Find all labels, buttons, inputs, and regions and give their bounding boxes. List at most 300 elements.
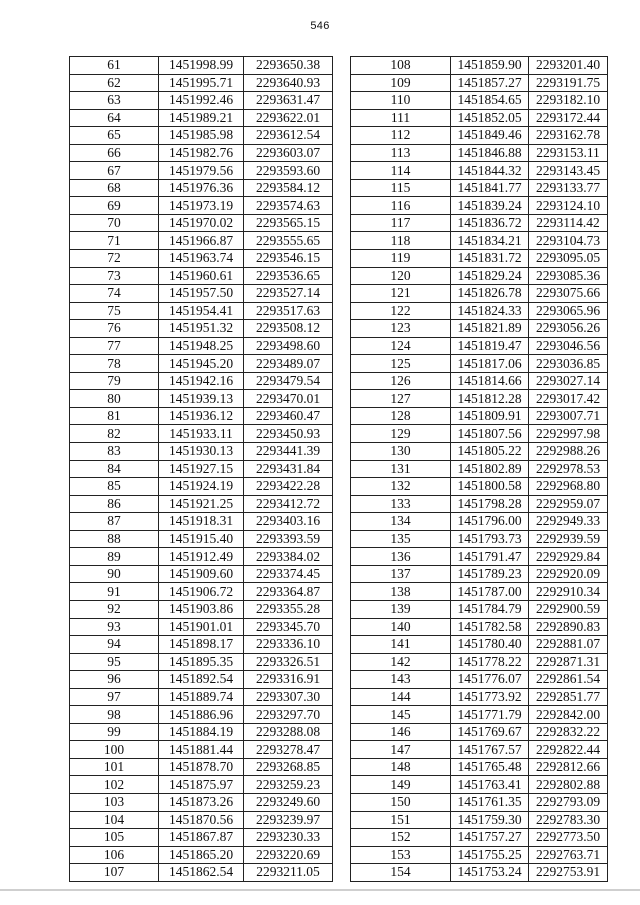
y-coordinate-cell: 2292832.22 — [529, 723, 608, 741]
point-number-cell: 66 — [70, 144, 159, 162]
x-coordinate-cell: 1451852.05 — [451, 109, 529, 127]
table-row — [70, 530, 333, 548]
point-number-cell: 93 — [70, 618, 159, 636]
point-number-cell: 76 — [70, 320, 159, 338]
y-coordinate-cell: 2293316.91 — [244, 671, 333, 689]
y-coordinate-cell: 2293288.08 — [244, 723, 333, 741]
point-number-cell: 133 — [351, 495, 451, 513]
table-row — [70, 390, 333, 408]
point-number-cell: 117 — [351, 214, 451, 232]
page-number: 546 — [310, 20, 330, 32]
x-coordinate-cell: 1451761.35 — [451, 793, 529, 811]
y-coordinate-cell: 2293124.10 — [529, 197, 608, 215]
table-row — [351, 267, 608, 285]
y-coordinate-cell: 2293355.28 — [244, 600, 333, 618]
y-coordinate-cell: 2292822.44 — [529, 741, 608, 759]
table-row — [351, 372, 608, 390]
x-coordinate-cell: 1451854.65 — [451, 92, 529, 110]
table-row — [70, 776, 333, 794]
point-number-cell: 154 — [351, 864, 451, 882]
y-coordinate-cell: 2293027.14 — [529, 372, 608, 390]
y-coordinate-cell: 2292753.91 — [529, 864, 608, 882]
table-row — [351, 250, 608, 268]
table-row — [70, 829, 333, 847]
x-coordinate-cell: 1451892.54 — [159, 671, 244, 689]
point-number-cell: 81 — [70, 407, 159, 425]
point-number-cell: 87 — [70, 513, 159, 531]
x-coordinate-cell: 1451985.98 — [159, 127, 244, 145]
y-coordinate-cell: 2293104.73 — [529, 232, 608, 250]
x-coordinate-cell: 1451939.13 — [159, 390, 244, 408]
y-coordinate-cell: 2293114.42 — [529, 214, 608, 232]
table-row — [351, 565, 608, 583]
y-coordinate-cell: 2293307.30 — [244, 688, 333, 706]
x-coordinate-cell: 1451778.22 — [451, 653, 529, 671]
table-row — [351, 864, 608, 882]
point-number-cell: 80 — [70, 390, 159, 408]
y-coordinate-cell: 2293162.78 — [529, 127, 608, 145]
point-number-cell: 121 — [351, 285, 451, 303]
x-coordinate-cell: 1451903.86 — [159, 600, 244, 618]
table-row — [70, 144, 333, 162]
y-coordinate-cell: 2292812.66 — [529, 758, 608, 776]
y-coordinate-cell: 2293460.47 — [244, 407, 333, 425]
y-coordinate-cell: 2292949.33 — [529, 513, 608, 531]
table-row — [351, 460, 608, 478]
y-coordinate-cell: 2293133.77 — [529, 179, 608, 197]
x-coordinate-cell: 1451769.67 — [451, 723, 529, 741]
point-number-cell: 136 — [351, 548, 451, 566]
x-coordinate-cell: 1451881.44 — [159, 741, 244, 759]
table-row — [70, 425, 333, 443]
y-coordinate-cell: 2293211.05 — [244, 864, 333, 882]
table-row — [70, 600, 333, 618]
x-coordinate-cell: 1451759.30 — [451, 811, 529, 829]
x-coordinate-cell: 1451800.58 — [451, 478, 529, 496]
x-coordinate-cell: 1451921.25 — [159, 495, 244, 513]
x-coordinate-cell: 1451812.28 — [451, 390, 529, 408]
table-row — [70, 723, 333, 741]
y-coordinate-cell: 2293364.87 — [244, 583, 333, 601]
point-number-cell: 137 — [351, 565, 451, 583]
x-coordinate-cell: 1451789.23 — [451, 565, 529, 583]
point-number-cell: 106 — [70, 846, 159, 864]
table-row — [351, 495, 608, 513]
table-row — [70, 320, 333, 338]
y-coordinate-cell: 2293470.01 — [244, 390, 333, 408]
y-coordinate-cell: 2293278.47 — [244, 741, 333, 759]
point-number-cell: 149 — [351, 776, 451, 794]
y-coordinate-cell: 2293593.60 — [244, 162, 333, 180]
x-coordinate-cell: 1451912.49 — [159, 548, 244, 566]
y-coordinate-cell: 2293326.51 — [244, 653, 333, 671]
x-coordinate-cell: 1451957.50 — [159, 285, 244, 303]
y-coordinate-cell: 2292802.88 — [529, 776, 608, 794]
y-coordinate-cell: 2293489.07 — [244, 355, 333, 373]
point-number-cell: 114 — [351, 162, 451, 180]
x-coordinate-cell: 1451886.96 — [159, 706, 244, 724]
point-number-cell: 102 — [70, 776, 159, 794]
x-coordinate-cell: 1451948.25 — [159, 337, 244, 355]
y-coordinate-cell: 2293143.45 — [529, 162, 608, 180]
y-coordinate-cell: 2293297.70 — [244, 706, 333, 724]
table-row — [70, 407, 333, 425]
point-number-cell: 68 — [70, 179, 159, 197]
table-row — [351, 688, 608, 706]
point-number-cell: 112 — [351, 127, 451, 145]
coordinates-table-left — [69, 56, 333, 882]
x-coordinate-cell: 1451862.54 — [159, 864, 244, 882]
y-coordinate-cell: 2293201.40 — [529, 57, 608, 75]
table-row — [70, 162, 333, 180]
table-row — [351, 530, 608, 548]
x-coordinate-cell: 1451973.19 — [159, 197, 244, 215]
table-row — [351, 320, 608, 338]
x-coordinate-cell: 1451884.19 — [159, 723, 244, 741]
x-coordinate-cell: 1451796.00 — [451, 513, 529, 531]
table-row — [70, 197, 333, 215]
point-number-cell: 109 — [351, 74, 451, 92]
point-number-cell: 113 — [351, 144, 451, 162]
x-coordinate-cell: 1451791.47 — [451, 548, 529, 566]
x-coordinate-cell: 1451802.89 — [451, 460, 529, 478]
y-coordinate-cell: 2293536.65 — [244, 267, 333, 285]
point-number-cell: 129 — [351, 425, 451, 443]
y-coordinate-cell: 2293650.38 — [244, 57, 333, 75]
bottom-rule — [0, 889, 640, 891]
point-number-cell: 83 — [70, 443, 159, 461]
x-coordinate-cell: 1451875.97 — [159, 776, 244, 794]
table-row — [351, 390, 608, 408]
point-number-cell: 67 — [70, 162, 159, 180]
y-coordinate-cell: 2292997.98 — [529, 425, 608, 443]
point-number-cell: 86 — [70, 495, 159, 513]
table-row — [351, 478, 608, 496]
y-coordinate-cell: 2293574.63 — [244, 197, 333, 215]
point-number-cell: 96 — [70, 671, 159, 689]
point-number-cell: 89 — [70, 548, 159, 566]
table-row — [70, 846, 333, 864]
point-number-cell: 127 — [351, 390, 451, 408]
y-coordinate-cell: 2292851.77 — [529, 688, 608, 706]
table-row — [70, 232, 333, 250]
table-row — [70, 267, 333, 285]
point-number-cell: 141 — [351, 636, 451, 654]
point-number-cell: 119 — [351, 250, 451, 268]
x-coordinate-cell: 1451824.33 — [451, 302, 529, 320]
y-coordinate-cell: 2293095.05 — [529, 250, 608, 268]
point-number-cell: 69 — [70, 197, 159, 215]
point-number-cell: 140 — [351, 618, 451, 636]
x-coordinate-cell: 1451918.31 — [159, 513, 244, 531]
table-row — [70, 179, 333, 197]
point-number-cell: 130 — [351, 443, 451, 461]
point-number-cell: 120 — [351, 267, 451, 285]
x-coordinate-cell: 1451807.56 — [451, 425, 529, 443]
table-row — [351, 109, 608, 127]
table-row — [70, 671, 333, 689]
table-row — [351, 846, 608, 864]
y-coordinate-cell: 2292871.31 — [529, 653, 608, 671]
point-number-cell: 108 — [351, 57, 451, 75]
point-number-cell: 131 — [351, 460, 451, 478]
point-number-cell: 85 — [70, 478, 159, 496]
table-row — [351, 179, 608, 197]
table-row — [351, 793, 608, 811]
point-number-cell: 148 — [351, 758, 451, 776]
point-number-cell: 70 — [70, 214, 159, 232]
y-coordinate-cell: 2292939.59 — [529, 530, 608, 548]
x-coordinate-cell: 1451834.21 — [451, 232, 529, 250]
point-number-cell: 99 — [70, 723, 159, 741]
x-coordinate-cell: 1451963.74 — [159, 250, 244, 268]
y-coordinate-cell: 2293384.02 — [244, 548, 333, 566]
x-coordinate-cell: 1451757.27 — [451, 829, 529, 847]
point-number-cell: 95 — [70, 653, 159, 671]
coordinates-table-right — [350, 56, 608, 882]
point-number-cell: 92 — [70, 600, 159, 618]
point-number-cell: 118 — [351, 232, 451, 250]
x-coordinate-cell: 1451970.02 — [159, 214, 244, 232]
point-number-cell: 75 — [70, 302, 159, 320]
x-coordinate-cell: 1451849.46 — [451, 127, 529, 145]
point-number-cell: 94 — [70, 636, 159, 654]
point-number-cell: 84 — [70, 460, 159, 478]
table-row — [70, 337, 333, 355]
y-coordinate-cell: 2293153.11 — [529, 144, 608, 162]
x-coordinate-cell: 1451765.48 — [451, 758, 529, 776]
table-row — [351, 337, 608, 355]
x-coordinate-cell: 1451951.32 — [159, 320, 244, 338]
x-coordinate-cell: 1451814.66 — [451, 372, 529, 390]
y-coordinate-cell: 2292890.83 — [529, 618, 608, 636]
table-row — [70, 250, 333, 268]
y-coordinate-cell: 2293007.71 — [529, 407, 608, 425]
point-number-cell: 116 — [351, 197, 451, 215]
x-coordinate-cell: 1451889.74 — [159, 688, 244, 706]
y-coordinate-cell: 2293268.85 — [244, 758, 333, 776]
table-row — [351, 513, 608, 531]
y-coordinate-cell: 2293345.70 — [244, 618, 333, 636]
point-number-cell: 145 — [351, 706, 451, 724]
point-number-cell: 152 — [351, 829, 451, 847]
table-row — [70, 74, 333, 92]
point-number-cell: 62 — [70, 74, 159, 92]
point-number-cell: 138 — [351, 583, 451, 601]
y-coordinate-cell: 2293584.12 — [244, 179, 333, 197]
y-coordinate-cell: 2293065.96 — [529, 302, 608, 320]
x-coordinate-cell: 1451787.00 — [451, 583, 529, 601]
y-coordinate-cell: 2293546.15 — [244, 250, 333, 268]
point-number-cell: 72 — [70, 250, 159, 268]
x-coordinate-cell: 1451909.60 — [159, 565, 244, 583]
x-coordinate-cell: 1451895.35 — [159, 653, 244, 671]
x-coordinate-cell: 1451936.12 — [159, 407, 244, 425]
table-row — [70, 741, 333, 759]
x-coordinate-cell: 1451793.73 — [451, 530, 529, 548]
y-coordinate-cell: 2293393.59 — [244, 530, 333, 548]
table-row — [70, 109, 333, 127]
point-number-cell: 90 — [70, 565, 159, 583]
x-coordinate-cell: 1451798.28 — [451, 495, 529, 513]
y-coordinate-cell: 2293056.26 — [529, 320, 608, 338]
table-row — [70, 443, 333, 461]
y-coordinate-cell: 2293517.63 — [244, 302, 333, 320]
table-row — [70, 636, 333, 654]
x-coordinate-cell: 1451826.78 — [451, 285, 529, 303]
x-coordinate-cell: 1451966.87 — [159, 232, 244, 250]
point-number-cell: 125 — [351, 355, 451, 373]
table-row — [351, 302, 608, 320]
table-row — [70, 355, 333, 373]
x-coordinate-cell: 1451817.06 — [451, 355, 529, 373]
x-coordinate-cell: 1451982.76 — [159, 144, 244, 162]
point-number-cell: 79 — [70, 372, 159, 390]
table-row — [351, 407, 608, 425]
table-row — [351, 811, 608, 829]
table-row — [351, 548, 608, 566]
table-row — [351, 741, 608, 759]
table-row — [70, 864, 333, 882]
x-coordinate-cell: 1451989.21 — [159, 109, 244, 127]
table-row — [70, 793, 333, 811]
x-coordinate-cell: 1451960.61 — [159, 267, 244, 285]
x-coordinate-cell: 1451870.56 — [159, 811, 244, 829]
x-coordinate-cell: 1451976.36 — [159, 179, 244, 197]
y-coordinate-cell: 2293239.97 — [244, 811, 333, 829]
x-coordinate-cell: 1451755.25 — [451, 846, 529, 864]
x-coordinate-cell: 1451844.32 — [451, 162, 529, 180]
x-coordinate-cell: 1451954.41 — [159, 302, 244, 320]
table-row — [351, 600, 608, 618]
x-coordinate-cell: 1451784.79 — [451, 600, 529, 618]
y-coordinate-cell: 2292900.59 — [529, 600, 608, 618]
y-coordinate-cell: 2292968.80 — [529, 478, 608, 496]
x-coordinate-cell: 1451915.40 — [159, 530, 244, 548]
table-row — [70, 478, 333, 496]
point-number-cell: 82 — [70, 425, 159, 443]
y-coordinate-cell: 2293403.16 — [244, 513, 333, 531]
table-row — [70, 688, 333, 706]
point-number-cell: 150 — [351, 793, 451, 811]
x-coordinate-cell: 1451809.91 — [451, 407, 529, 425]
point-number-cell: 65 — [70, 127, 159, 145]
x-coordinate-cell: 1451898.17 — [159, 636, 244, 654]
y-coordinate-cell: 2293640.93 — [244, 74, 333, 92]
x-coordinate-cell: 1451819.47 — [451, 337, 529, 355]
x-coordinate-cell: 1451771.79 — [451, 706, 529, 724]
table-row — [70, 460, 333, 478]
table-row — [351, 232, 608, 250]
table-row — [70, 565, 333, 583]
y-coordinate-cell: 2293182.10 — [529, 92, 608, 110]
y-coordinate-cell: 2292783.30 — [529, 811, 608, 829]
table-row — [70, 372, 333, 390]
x-coordinate-cell: 1451906.72 — [159, 583, 244, 601]
table-row — [70, 57, 333, 75]
point-number-cell: 126 — [351, 372, 451, 390]
table-row — [70, 302, 333, 320]
y-coordinate-cell: 2293191.75 — [529, 74, 608, 92]
table-row — [70, 618, 333, 636]
table-row — [351, 57, 608, 75]
x-coordinate-cell: 1451942.16 — [159, 372, 244, 390]
table-row — [351, 127, 608, 145]
x-coordinate-cell: 1451780.40 — [451, 636, 529, 654]
y-coordinate-cell: 2293498.60 — [244, 337, 333, 355]
point-number-cell: 73 — [70, 267, 159, 285]
table-row — [70, 653, 333, 671]
table-row — [351, 92, 608, 110]
y-coordinate-cell: 2292959.07 — [529, 495, 608, 513]
point-number-cell: 153 — [351, 846, 451, 864]
point-number-cell: 143 — [351, 671, 451, 689]
point-number-cell: 78 — [70, 355, 159, 373]
x-coordinate-cell: 1451927.15 — [159, 460, 244, 478]
point-number-cell: 64 — [70, 109, 159, 127]
x-coordinate-cell: 1451821.89 — [451, 320, 529, 338]
y-coordinate-cell: 2293631.47 — [244, 92, 333, 110]
x-coordinate-cell: 1451841.77 — [451, 179, 529, 197]
x-coordinate-cell: 1451805.22 — [451, 443, 529, 461]
table-row — [70, 495, 333, 513]
y-coordinate-cell: 2293374.45 — [244, 565, 333, 583]
point-number-cell: 63 — [70, 92, 159, 110]
x-coordinate-cell: 1451992.46 — [159, 92, 244, 110]
table-row — [351, 829, 608, 847]
point-number-cell: 105 — [70, 829, 159, 847]
point-number-cell: 146 — [351, 723, 451, 741]
table-row — [70, 214, 333, 232]
y-coordinate-cell: 2292978.53 — [529, 460, 608, 478]
y-coordinate-cell: 2292842.00 — [529, 706, 608, 724]
point-number-cell: 74 — [70, 285, 159, 303]
x-coordinate-cell: 1451763.41 — [451, 776, 529, 794]
y-coordinate-cell: 2292763.71 — [529, 846, 608, 864]
x-coordinate-cell: 1451839.24 — [451, 197, 529, 215]
table-row — [351, 758, 608, 776]
y-coordinate-cell: 2293220.69 — [244, 846, 333, 864]
table-row — [70, 513, 333, 531]
x-coordinate-cell: 1451945.20 — [159, 355, 244, 373]
point-number-cell: 132 — [351, 478, 451, 496]
y-coordinate-cell: 2293075.66 — [529, 285, 608, 303]
y-coordinate-cell: 2292988.26 — [529, 443, 608, 461]
table-row — [351, 355, 608, 373]
table-row — [351, 162, 608, 180]
point-number-cell: 104 — [70, 811, 159, 829]
y-coordinate-cell: 2292861.54 — [529, 671, 608, 689]
y-coordinate-cell: 2293622.01 — [244, 109, 333, 127]
point-number-cell: 110 — [351, 92, 451, 110]
y-coordinate-cell: 2293479.54 — [244, 372, 333, 390]
x-coordinate-cell: 1451859.90 — [451, 57, 529, 75]
table-row — [70, 92, 333, 110]
x-coordinate-cell: 1451753.24 — [451, 864, 529, 882]
table-row — [351, 74, 608, 92]
x-coordinate-cell: 1451829.24 — [451, 267, 529, 285]
table-row — [351, 214, 608, 232]
point-number-cell: 97 — [70, 688, 159, 706]
y-coordinate-cell: 2293612.54 — [244, 127, 333, 145]
table-row — [351, 197, 608, 215]
y-coordinate-cell: 2292773.50 — [529, 829, 608, 847]
table-row — [351, 144, 608, 162]
x-coordinate-cell: 1451865.20 — [159, 846, 244, 864]
x-coordinate-cell: 1451873.26 — [159, 793, 244, 811]
point-number-cell: 77 — [70, 337, 159, 355]
table-row — [70, 285, 333, 303]
